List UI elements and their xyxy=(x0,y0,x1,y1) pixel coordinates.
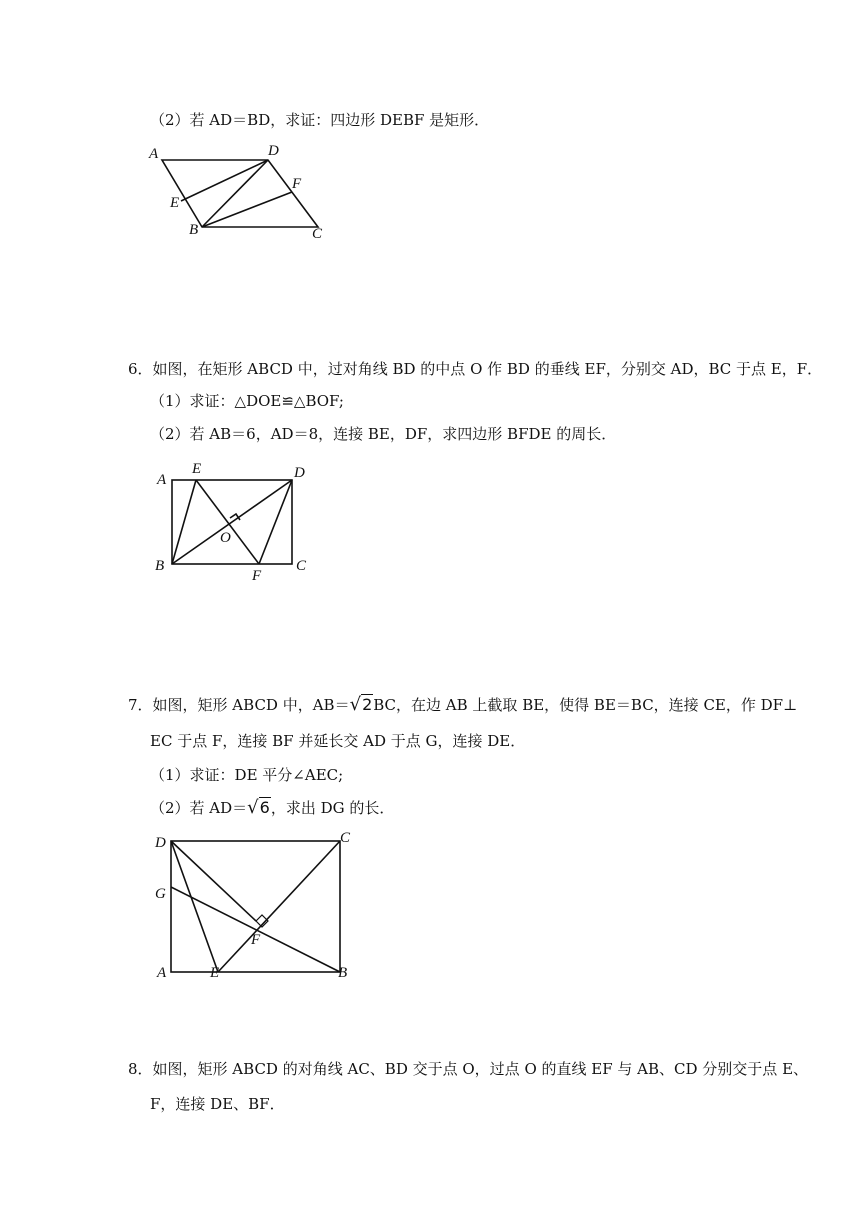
sqrt-2: √2 xyxy=(349,694,373,715)
label-o: O xyxy=(220,530,231,546)
label-b: B xyxy=(189,222,199,238)
q7-part2-a: （2）若 AD＝ xyxy=(150,799,248,817)
figure-rectangle-dg xyxy=(150,825,360,985)
segment-ec xyxy=(218,841,340,972)
segment-bf xyxy=(202,192,292,227)
q7-stem-line2: EC 于点 F，连接 BF 并延长交 AD 于点 G，连接 DE． xyxy=(150,732,526,750)
label-g: G xyxy=(155,886,166,902)
parallelogram-abcd xyxy=(162,160,318,227)
label-c: C xyxy=(312,226,323,242)
sqrt-6: √6 xyxy=(247,797,270,818)
rectangle-abcd xyxy=(171,841,340,972)
q6-stem: 6．如图，在矩形 ABCD 中，过对角线 BD 的中点 O 作 BD 的垂线 EF，分别交 AD，BC 于点 E，F． xyxy=(128,360,823,378)
label-c: C xyxy=(296,558,307,574)
label-e: E xyxy=(170,195,180,211)
segment-gb xyxy=(171,887,340,972)
label-f: F xyxy=(251,932,261,948)
q7-part2-b: ，求出 DG 的长． xyxy=(270,799,395,817)
label-d: D xyxy=(155,835,166,851)
q7-stem-b: BC，在边 AB 上截取 BE，使得 BE＝BC，连接 CE，作 DF⊥ xyxy=(373,696,798,714)
segment-db xyxy=(202,160,268,227)
label-c: C xyxy=(340,830,351,846)
label-e: E xyxy=(210,965,220,981)
q7-stem-a: 7．如图，矩形 ABCD 中，AB＝ xyxy=(128,696,350,714)
figure-rectangle-ef xyxy=(150,458,320,586)
q6-part1: （1）求证：△DOE≌△BOF; xyxy=(150,392,344,410)
figure-parallelogram xyxy=(140,140,340,245)
q5-part2-text: （2）若 AD＝BD，求证：四边形 DEBF 是矩形． xyxy=(150,111,490,129)
label-e: E xyxy=(192,461,202,477)
q7-part2 xyxy=(150,797,394,819)
label-a: A xyxy=(149,146,159,162)
segment-ef xyxy=(196,480,259,564)
label-a: A xyxy=(157,965,167,981)
label-f: F xyxy=(292,176,302,192)
q7-stem-line1 xyxy=(128,694,797,716)
q8-line2: F，连接 DE、BF． xyxy=(150,1095,285,1113)
q6-part2: （2）若 AB＝6，AD＝8，连接 BE，DF，求四边形 BFDE 的周长． xyxy=(150,425,617,443)
segment-df xyxy=(259,480,292,564)
q8-line1: 8．如图，矩形 ABCD 的对角线 AC、BD 交于点 O，过点 O 的直线 EF 与 AB、CD 分别交于点 E、 xyxy=(128,1060,809,1078)
segment-be xyxy=(172,480,196,564)
segment-de xyxy=(181,160,268,201)
label-f: F xyxy=(252,568,262,584)
label-b: B xyxy=(155,558,165,574)
q7-part1: （1）求证：DE 平分∠AEC; xyxy=(150,766,344,784)
diagonal-bd xyxy=(172,480,292,564)
label-b: B xyxy=(338,965,348,981)
label-a: A xyxy=(157,472,167,488)
label-d: D xyxy=(268,143,279,159)
label-d: D xyxy=(294,465,305,481)
